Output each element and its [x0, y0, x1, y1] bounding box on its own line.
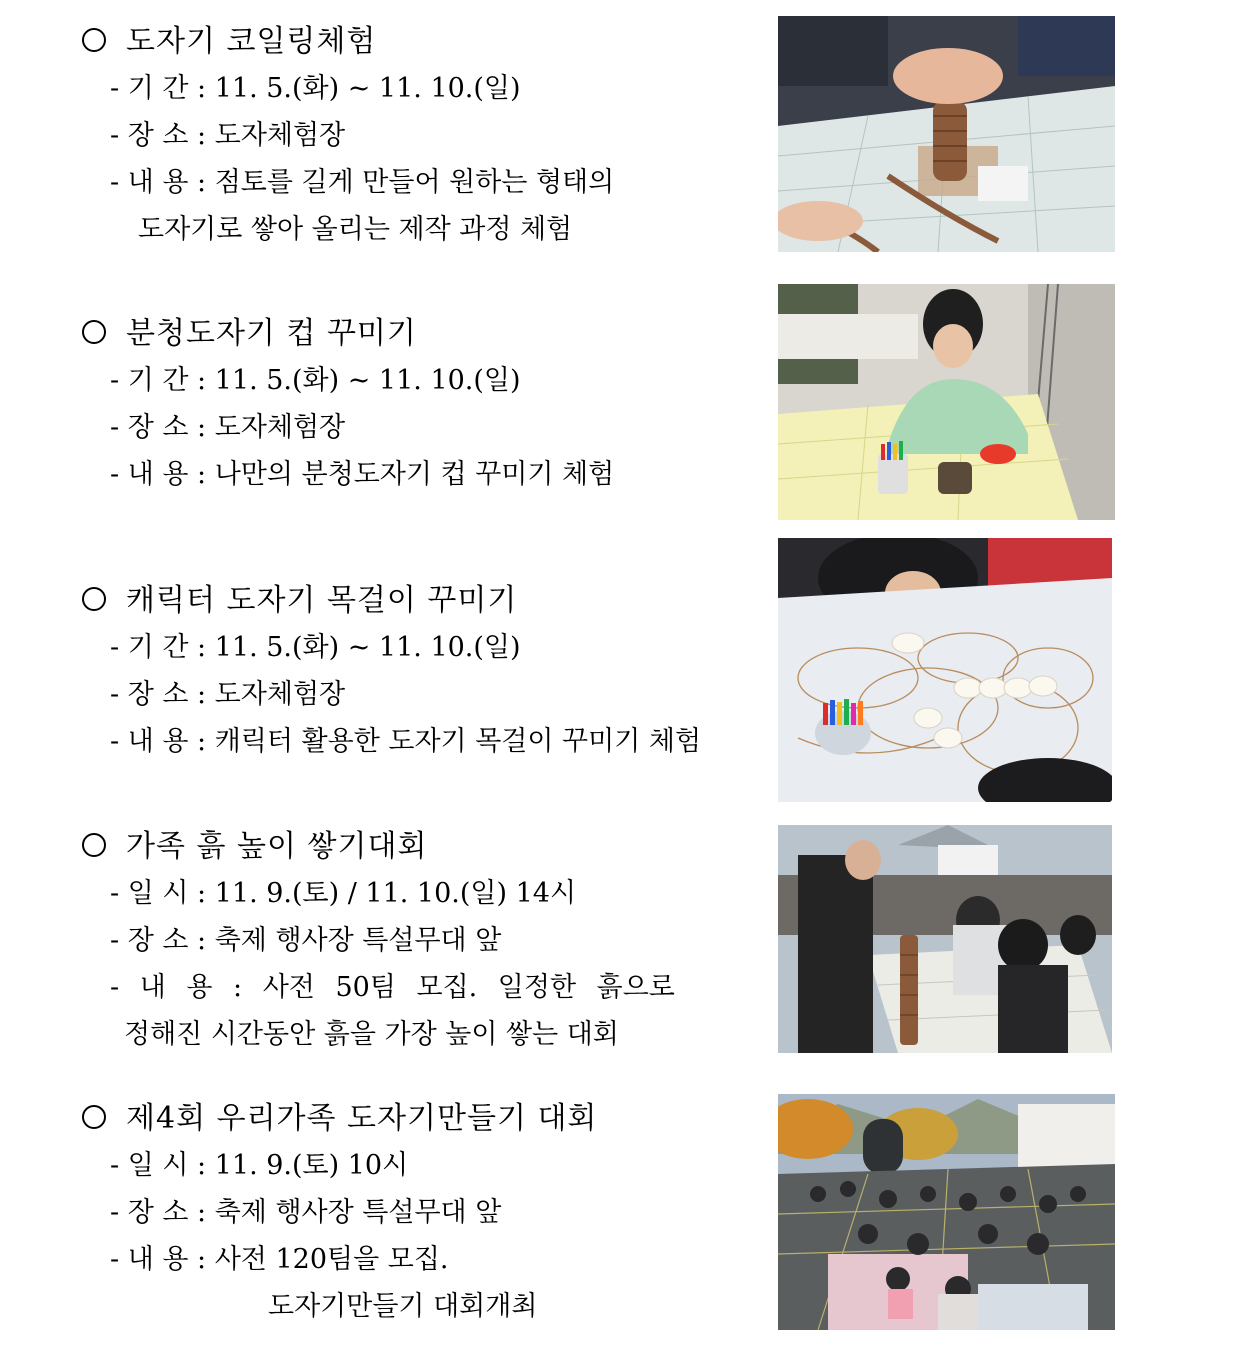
circle-bullet-icon [82, 320, 106, 344]
section-2-place: - 장 소 : 도자체험장 [110, 412, 346, 443]
photo-cup-decorating [778, 284, 1115, 520]
section-4-place: - 장 소 : 축제 행사장 특설무대 앞 [110, 925, 502, 956]
section-2-content: - 내 용 : 나만의 분청도자기 컵 꾸미기 체험 [110, 459, 615, 490]
section-5-content: - 내 용 : 사전 120팀을 모집. [110, 1244, 449, 1275]
section-4-content-cont: 정해진 시간동안 흙을 가장 높이 쌓는 대회 [124, 1019, 619, 1050]
section-2-title: 분청도자기 컵 꾸미기 [82, 316, 417, 352]
section-3-period: - 기 간 : 11. 5.(화) ~ 11. 10.(일) [110, 632, 521, 663]
section-5-content-cont: 도자기만들기 대회개최 [268, 1291, 538, 1322]
photo-coiling-experience [778, 16, 1115, 252]
section-1-content-cont: 도자기로 쌓아 올리는 제작 과정 체험 [138, 214, 573, 245]
section-4-datetime: - 일 시 : 11. 9.(토) / 11. 10.(일) 14시 [110, 878, 577, 909]
section-4-title: 가족 흙 높이 쌓기대회 [82, 829, 427, 865]
section-2-period: - 기 간 : 11. 5.(화) ~ 11. 10.(일) [110, 365, 521, 396]
photo-necklace-decorating [778, 538, 1112, 802]
photo-family-pottery-contest [778, 1094, 1115, 1330]
section-5-title: 제4회 우리가족 도자기만들기 대회 [82, 1101, 597, 1137]
section-1-period: - 기 간 : 11. 5.(화) ~ 11. 10.(일) [110, 73, 521, 104]
section-1-title: 도자기 코일링체험 [82, 24, 376, 60]
circle-bullet-icon [82, 28, 106, 52]
section-1-place: - 장 소 : 도자체험장 [110, 120, 346, 151]
circle-bullet-icon [82, 1105, 106, 1129]
photo-clay-stacking-contest [778, 825, 1112, 1053]
section-5-place: - 장 소 : 축제 행사장 특설무대 앞 [110, 1197, 502, 1228]
section-4-content: - 내 용 : 사전 50팀 모집. 일정한 흙으로 [110, 972, 675, 1003]
circle-bullet-icon [82, 587, 106, 611]
section-1-content: - 내 용 : 점토를 길게 만들어 원하는 형태의 [110, 167, 615, 198]
section-3-title: 캐릭터 도자기 목걸이 꾸미기 [82, 583, 517, 619]
section-3-content: - 내 용 : 캐릭터 활용한 도자기 목걸이 꾸미기 체험 [110, 726, 702, 757]
section-5-datetime: - 일 시 : 11. 9.(토) 10시 [110, 1150, 409, 1181]
circle-bullet-icon [82, 833, 106, 857]
section-3-place: - 장 소 : 도자체험장 [110, 679, 346, 710]
